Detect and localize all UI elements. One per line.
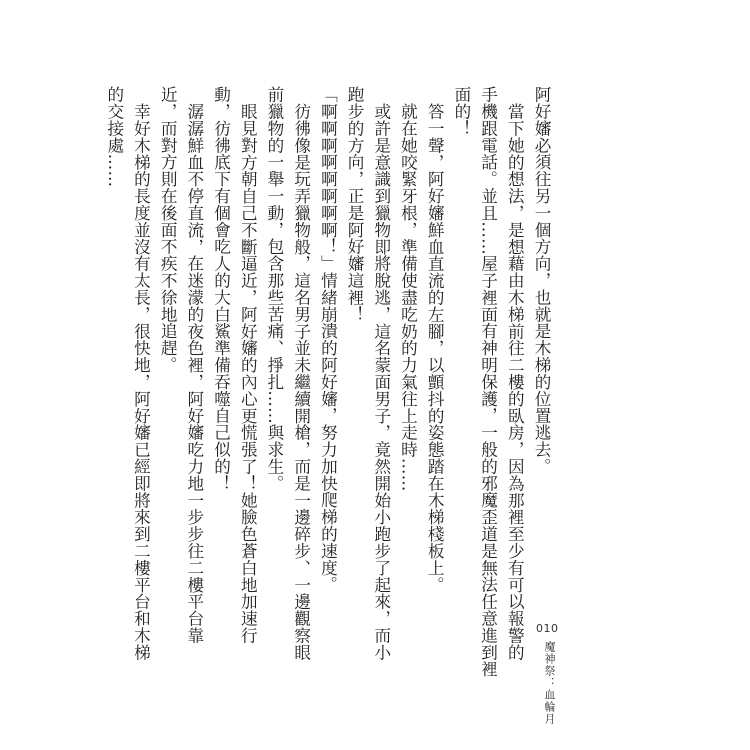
text-line: 近，而對方則在後面不疾不徐地追趕。 (158, 86, 178, 374)
paragraph (127, 86, 154, 661)
book-title: 魔神祭：血輪月 (543, 641, 556, 725)
paragraph (420, 86, 447, 606)
paragraph-continuation (260, 86, 287, 606)
paragraph-continuation (474, 86, 501, 678)
paragraph-continuation (100, 86, 127, 606)
paragraph (527, 86, 554, 606)
paragraph-continuation (447, 86, 474, 606)
paragraph (234, 86, 261, 644)
text-line: 的交接處…… (104, 86, 124, 188)
text-line: 就在她咬緊牙根，準備使盡吃奶的力氣往上走時…… (398, 102, 418, 492)
running-header (536, 622, 559, 725)
paragraph (501, 86, 528, 661)
page-number: 010 (536, 622, 559, 635)
text-line: 手機跟電話。並且……屋子裡面有神明保護，一般的邪魔歪道是無法任意進到裡 (478, 86, 498, 678)
paragraph (367, 86, 394, 661)
text-line: 阿好嬸必須往另一個方向，也就是木梯的位置逃去。 (532, 86, 551, 475)
text-line: 幸好木梯的長度並沒有太長，很快地，阿好嬸已經即將來到二樓平台和木梯 (131, 102, 151, 661)
paragraph-continuation (207, 86, 234, 606)
paragraph-continuation (340, 86, 367, 606)
paragraph (287, 86, 314, 661)
text-line: 動，彷彿底下有個會吃人的大白鯊準備吞噬自己似的！ (211, 86, 231, 492)
text-line: 眼見對方朝自己不斷逼近，阿好嬸的內心更慌張了！她臉色蒼白地加速行 (238, 102, 258, 644)
paragraph (180, 86, 207, 644)
paragraph (394, 86, 421, 606)
text-line: 前獵物的一舉一動，包含那些苦痛、掙扎……與求生。 (264, 86, 284, 492)
paragraph-continuation (153, 86, 180, 606)
text-line: 跑步的方向，正是阿好嬸這裡！ (345, 86, 365, 323)
text-line: 面的！ (451, 86, 471, 137)
text-line: 「啊啊啊啊啊啊啊啊！」情緒崩潰的阿好嬸，努力加快爬梯的速度。 (318, 86, 338, 593)
text-line: 當下她的想法，是想藉由木梯前往二樓的臥房，因為那裡至少有可以報警的 (505, 102, 525, 661)
text-line: 彷彿像是玩弄獵物般，這名男子並未繼續開槍，而是一邊碎步、一邊觀察眼 (291, 102, 311, 661)
paragraph (314, 86, 341, 606)
text-line: 答一聲，阿好嬸鮮血直流的左腳，以顫抖的姿態踏在木梯棧板上。 (425, 102, 445, 593)
text-line: 或許是意識到獵物即將脫逃，這名蒙面男子，竟然開始小跑步了起來，而小 (371, 102, 391, 661)
text-line: 潺潺鮮血不停直流，在迷濛的夜色裡，阿好嬸吃力地一步步往二樓平台靠 (184, 102, 204, 644)
